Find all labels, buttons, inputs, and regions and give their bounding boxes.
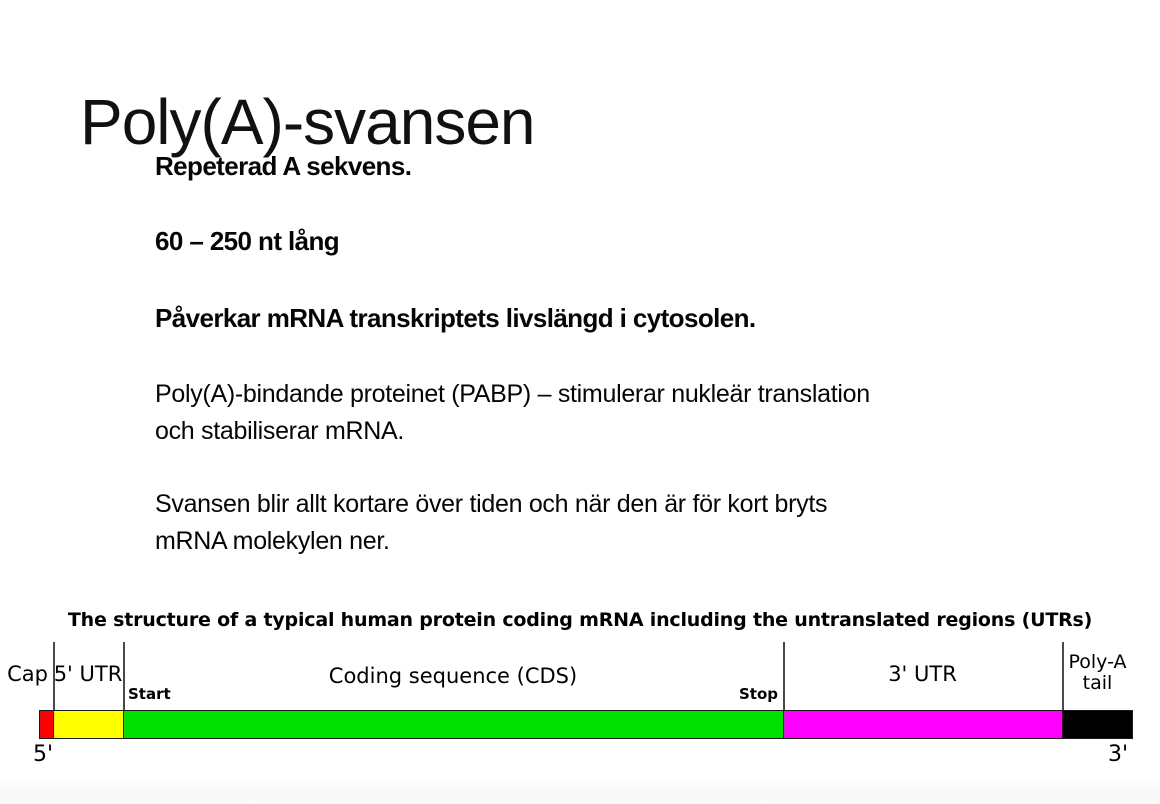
stop-codon-label: Stop: [738, 685, 778, 703]
cap-label: Cap: [7, 662, 48, 686]
start-codon-label: Start: [128, 685, 171, 703]
body-line: 60 – 250 nt lång: [155, 226, 340, 256]
polya-label-line: Poly-A: [1068, 651, 1127, 673]
body-paragraph: [155, 148, 411, 185]
5utr-segment: [53, 710, 124, 739]
body-paragraph: [155, 376, 870, 450]
polya-label-line: tail: [1082, 672, 1113, 694]
5utr-label: 5' UTR: [53, 662, 123, 686]
cap-segment: [39, 710, 54, 739]
diagram-title: The structure of a typical human protein coding mRNA including the untranslated regions (UTRs): [67, 609, 1093, 631]
body-line: Svansen blir allt kortare över tiden och när den är för kort bryts: [155, 490, 828, 518]
polya-tail-label: [1058, 652, 1137, 694]
body-paragraph: [155, 300, 756, 337]
body-paragraph: [155, 486, 827, 560]
slide-title: Poly(A)-svansen: [80, 85, 535, 158]
body-line: Poly(A)-bindande proteinet (PABP) – stimulerar nukleär translation: [155, 380, 870, 408]
three-prime-label: 3': [1108, 742, 1129, 767]
body-line: och stabiliserar mRNA.: [155, 417, 405, 445]
cds-segment: [123, 710, 784, 739]
bottom-shade: [0, 778, 1160, 804]
body-line: mRNA molekylen ner.: [155, 527, 390, 555]
body-line: Repeterad A sekvens.: [155, 151, 412, 181]
body-line: Påverkar mRNA transkriptets livslängd i cytosolen.: [155, 303, 756, 333]
body-paragraph: [155, 223, 339, 260]
cds-label: Coding sequence (CDS): [328, 664, 578, 688]
3utr-label: 3' UTR: [888, 662, 957, 686]
five-prime-label: 5': [33, 742, 54, 767]
3utr-segment: [783, 710, 1063, 739]
polya-tail-segment: [1062, 710, 1133, 739]
